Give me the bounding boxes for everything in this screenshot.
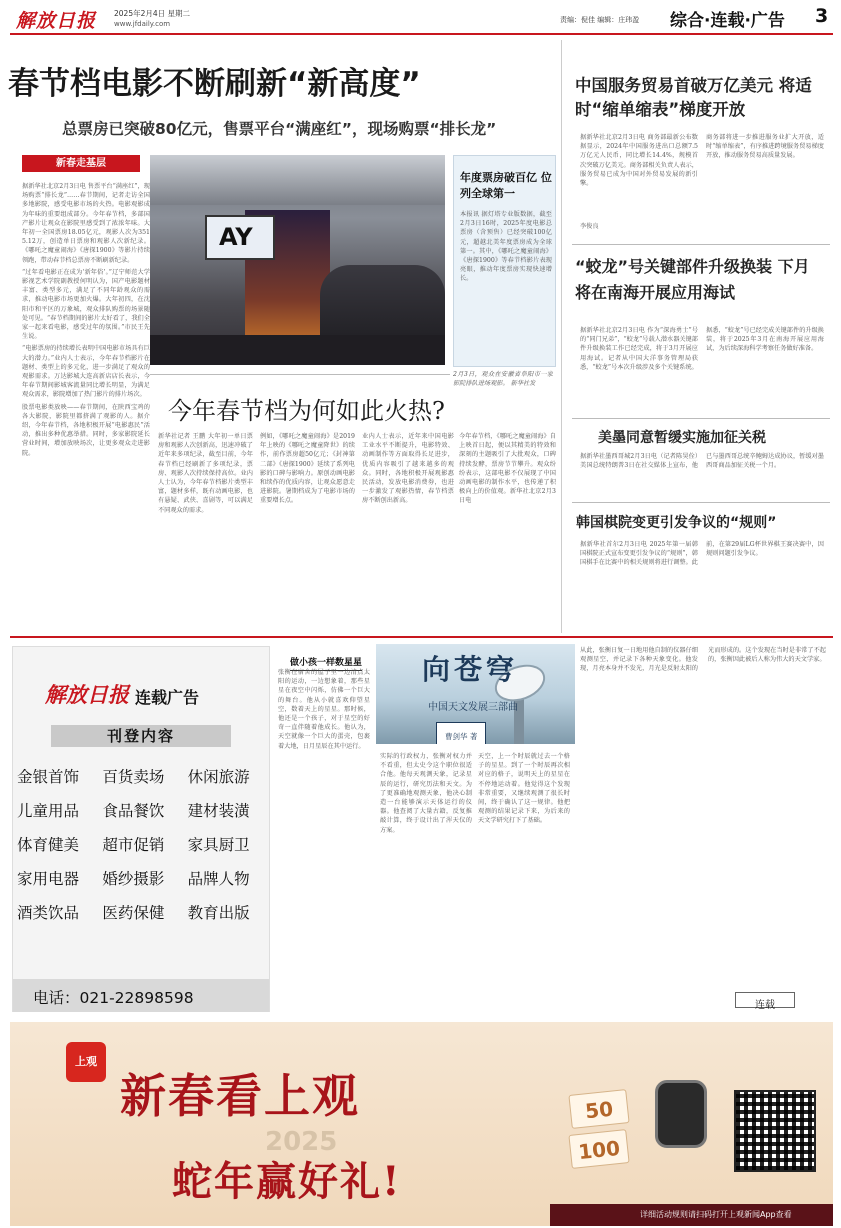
category-item: 金银首饰: [17, 768, 80, 786]
sidebar-title: 年度票房破百亿 位列全球第一: [460, 171, 552, 200]
category-item: 婚纱摄影: [102, 870, 165, 888]
serial-col-2: 实际的行政权力，张衡对权力并不看重，但太史令这个职位很适合他。他每天观测天象，记录星辰的运行，研究历法和天文。为了更准确地观测天象，他决心制造一台能够演示天体运行的仪器。他查阅了大量古籍，反复推敲计算，终于设计出了浑天仪的方案。: [380, 753, 472, 834]
serial-ad-box: [12, 646, 270, 1012]
serial-ad-categories: [17, 765, 267, 923]
tariff-body: 据新华社墨西哥城2月3日电（记者陈昊佺）美国总统特朗普3日在社交媒体上宣布，他已与墨西哥总统辛鲍姆达成协议，暂缓对墨西哥商品加征关税一个月。: [580, 453, 824, 470]
category-item: 酒类饮品: [17, 904, 80, 922]
page-number: 3: [815, 5, 829, 27]
trade-body-1: 据新华社北京2月3日电 商务部最新公布数据显示，2024年中国服务进出口总额7.5万亿元人民币，同比增长14.4%，规模首次突破万亿美元。商务部相关负责人表示，服务贸易已成为中国对外贸易发展的新引擎。: [580, 134, 698, 188]
trade-body-2: 商务部将进一步推进服务业扩大开放，适时“缩单缩表”，有序推进跨境服务贸易梯度开放，推动服务贸易高质量发展。: [706, 134, 824, 160]
trade-title: [575, 74, 825, 122]
go-title: 韩国棋院变更引发争议的“规则”: [576, 515, 777, 531]
trade-title-text: 中国服务贸易首破万亿美元 将适时“缩单缩表”梯度开放: [575, 76, 812, 119]
jiaolong-title-text: “蛟龙”号关键部件升级换装 下月将在南海开展应用海试: [575, 257, 810, 302]
serial-col-4: 从此，张衡日复一日地用他自制的仪器仔细观测星空，并记录下各种天象变化。他发现，月亮本身并不发光，月光是反射太阳的光而形成的。这个发现在当时是非常了不起的，张衡因此被后人称为伟大的天文学家。: [580, 647, 826, 673]
headline-title: 春节档电影不断刷新“新高度”: [8, 66, 421, 102]
masthead-editors: 责编：倪佳 编辑：庄玮盈: [560, 16, 640, 24]
bottom-ad[interactable]: [10, 1022, 833, 1226]
category-item: 休闲旅游: [187, 768, 250, 786]
jiaolong-title: [575, 254, 825, 306]
trade-rule: [572, 244, 830, 245]
serial-ad-header: 连载广告: [135, 688, 200, 707]
category-item: 家具厨卫: [187, 836, 250, 854]
serial-ad-banner-text: 刊登内容: [106, 727, 175, 745]
serial-ad-phone: 电话：021-22898598: [33, 989, 194, 1007]
category-item: 食品餐饮: [102, 802, 165, 820]
ad-qr-code-icon[interactable]: [734, 1090, 816, 1172]
tariff-rule: [572, 502, 830, 503]
photo-screen: [205, 215, 275, 260]
cinema-photo: [150, 155, 445, 365]
book-author: 曹剑华 著: [445, 732, 478, 741]
ad-footer-bar: [550, 1204, 833, 1226]
photo-screen-text: AY: [219, 223, 253, 251]
analysis-col-1: 新华社记者 王鹏 大年初一单日票房和观影人次创新高，迅速冲破了近年来多项纪录，截至目前，今年春节档已经刷新了多项纪录，票房、观影人次持续保持高位。业内人士认为，今年春节档影片类型丰富，题材多样，既有动画电影，也有悬疑、武侠、喜剧等，可以满足不同观众的需求。: [158, 433, 253, 514]
masthead-website[interactable]: www.jfdaily.com: [114, 20, 171, 28]
ad-year: 2025: [265, 1127, 338, 1157]
analysis-col-3: 业内人士表示，近年来中国电影工业水平不断提升，电影特效、动画制作等方面取得长足进步，优质内容吸引了越来越多的观众。同时，各地积极开展观影惠民活动，发放电影消费券，也进一步激发了观影热情，春节档票房不断创出新高。: [362, 433, 454, 505]
ad-coupon-50-value: 50: [584, 1096, 615, 1124]
serial-col-1: 张衡在宿舍的屋子里一边清点太阳的运动，一边想象着，那些星星在夜空中闪烁，仿佛一个巨大的舞台。他从小就喜欢仰望星空，数着天上的星星。那时候，他还是一个孩子，对于星空的好奇一直伴随着他成长。他认为，天空就像一个巨大的蛋壳，包裹着大地，日月星辰在其中运行。: [278, 669, 370, 750]
sidebar-body: 本报讯 据灯塔专业版数据，截至2月3日16时，2025年度电影总票房（含预售）已经突破100亿元，超越北美年度票房成为全球第一。其中，《哪吒之魔童闹海》《唐探1900》等春节档影片表现亮眼，推动年度票房实现快速增长。: [460, 211, 552, 283]
photo-caption: 2月3日，观众在安徽省阜阳市一家影院排队进场观影。 新华社发: [453, 371, 553, 388]
ad-coupon-50: [568, 1089, 629, 1129]
analysis-top-rule: [150, 374, 450, 375]
serial-more-label: 连载: [755, 1000, 775, 1011]
serial-ad-phone-bar: [13, 979, 269, 1012]
serial-col-3: 天空，上一个时辰就过去一个格子的星星。到了一个时辰再次相对应的格子，说明天上的星星在不停地运动着。他觉得这个发现非常重要，又继续观测了很长时间，终于确认了这一规律。他把观测的结果记录下来，为后来的天文学研究打下了基础。: [478, 753, 570, 825]
book-cover: [376, 644, 575, 744]
serial-ad-banner: [51, 725, 231, 747]
masthead-date: 2025年2月4日 星期二: [114, 9, 191, 18]
jiaolong-body-2: 据悉，“蛟龙”号已经完成关键部件的升级换装，将于2025年3月在南海开展应用海试，为后续深海科学考察任务做好准备。: [706, 327, 824, 353]
section-title: 综合·连载·广告: [670, 11, 785, 31]
trade-author: 李俊良: [580, 223, 599, 230]
masthead-logo: 解放日报: [16, 10, 97, 32]
category-item: 医药保健: [102, 904, 165, 922]
analysis-col-4: 今年春节档，《哪吒之魔童闹海》自上映首日起，便以其精美的特效和深刻的主题吸引了大批观众，口碑持续发酵，票房节节攀升。观众纷纷表示，这部电影不仅展现了中国动画电影的制作水平，也传递了积极向上的价值观。新华社北京2月3日电: [459, 433, 556, 505]
jiaolong-body-1: 据新华社北京2月3日电 作为“深海勇士”号的“同门兄弟”，“蛟龙”号载人潜水器关键部件升级换装工作已经完成，将于3月开展应用海试。记者从中国大洋事务管理局获悉，“蛟龙”号本次升级涉及多个关键系统。: [580, 327, 698, 371]
sidebar-box: [453, 155, 556, 367]
lead-paragraph-4: 股票电影类放映——春节期间，在陕西宝鸡的各大影院，影院里都挤满了观影的人。据介绍，今年春节档，各地积极开展“电影惠民”活动，推出多种优惠举措。同时，多家影院延长营业时间，增加放映场次，让更多观众走进影院。: [22, 403, 150, 457]
right-column-divider: [561, 40, 562, 633]
book-title: 向苍穹: [422, 653, 519, 686]
category-item: 百货卖场: [102, 768, 165, 786]
category-item: 建材装潢: [187, 802, 250, 820]
ad-coupon-100-value: 100: [577, 1135, 622, 1165]
jiaolong-rule: [572, 418, 830, 419]
ad-app-logo: [66, 1042, 106, 1082]
column-tag-label: 新春走基层: [56, 158, 106, 169]
category-item: 体育健美: [17, 836, 80, 854]
ad-headline: 新春看上观: [120, 1069, 360, 1123]
column-tag: [22, 155, 140, 172]
category-item: 家用电器: [17, 870, 80, 888]
middle-rule: [10, 636, 833, 638]
ad-subheadline: 蛇年赢好礼!: [172, 1158, 402, 1205]
category-item: 品牌人物: [187, 870, 250, 888]
category-item: 儿童用品: [17, 802, 80, 820]
masthead-rule: [10, 33, 833, 35]
serial-chapter-title-text: 做小孩一样数星星: [290, 658, 363, 668]
category-item: 超市促销: [102, 836, 165, 854]
ad-footer-text: 详细活动规则请扫码打开上观新闻App查看: [640, 1210, 792, 1219]
ad-coupon-100: [568, 1129, 629, 1169]
category-item: 教育出版: [187, 904, 250, 922]
lead-paragraph-1: 据新华社北京2月3日电 售票平台“满座红”，现场购票“排长龙”……春节期间，记者走访全国多地影院，感受电影市场的火热。电影观影成为年味的重要组成部分。今年春节档，多部国产影片让观众在影院里感受到了浓浓年味。大年初一全国票房18.05亿元，观影人次为3515.12万，创造单日票房和观影人次新纪录。《哪吒之魔童闹海》《唐探1900》等影片持续领跑，带动春节档总票房不断刷新纪录。: [22, 183, 150, 264]
photo-floor: [150, 335, 445, 365]
book-subtitle: 中国天文发展三部曲: [428, 702, 518, 713]
ad-watch-icon: [655, 1080, 707, 1148]
serial-more-button[interactable]: [735, 992, 795, 1011]
serial-ad-logo: 解放日报: [45, 682, 129, 707]
tariff-title: 美墨同意暂缓实施加征关税: [598, 430, 766, 446]
book-author-tag: [436, 722, 486, 744]
analysis-col-2: 例如，《哪吒之魔童闹海》是2019年上映的《哪吒之魔童降世》的续作，前作票房超50亿元；《封神第二部》《唐探1900》延续了系列电影的口碑与影响力。原创动画电影和续作的优质内容，让观众愿意走进影院。暑期档成为了电影市场的重要增长点。: [260, 433, 355, 505]
photo-ceiling: [150, 155, 445, 205]
lead-article-body: [22, 182, 150, 612]
headline-subtitle: 总票房已突破80亿元，售票平台“满座红”，现场购票“排长龙”: [62, 120, 497, 138]
lead-paragraph-2: “过年看电影正在成为‘新年俗’。”辽宁师范大学影视艺术学院副教授何明认为，国产电影题材丰富、类型多元，满足了不同年龄观众的需求，推动电影市场更加火爆。大年初四，在沈阳市和平区的万象城，观众排队购票的场景随处可见。“春节档期间的影片太好看了，我们全家一起来看电影，感受过年的氛围。”市民王先生说。: [22, 268, 150, 341]
go-body: 据新华社首尔2月3日电 2025年第一届韩国棋院正式宣布变更引发争议的“规则”，韩国棋手在比赛中的相关规则将进行调整。此前，在第29届LG杯世界棋王赛决赛中，因规则问题引发争议。: [580, 541, 824, 567]
ad-app-logo-text: 上观: [75, 1055, 97, 1068]
analysis-title: 今年春节档为何如此火热?: [168, 397, 445, 425]
lead-paragraph-3: “电影票房的持续增长表明中国电影市场具有巨大的潜力。”业内人士表示，今年春节档影片在题材、类型上的多元化，进一步满足了观众的观影需求。万达影城大连高新店店长表示，今年春节期间影城客流量同比增长明显，为满足观众需求，影院增加了热门影片的排片场次。: [22, 345, 150, 399]
